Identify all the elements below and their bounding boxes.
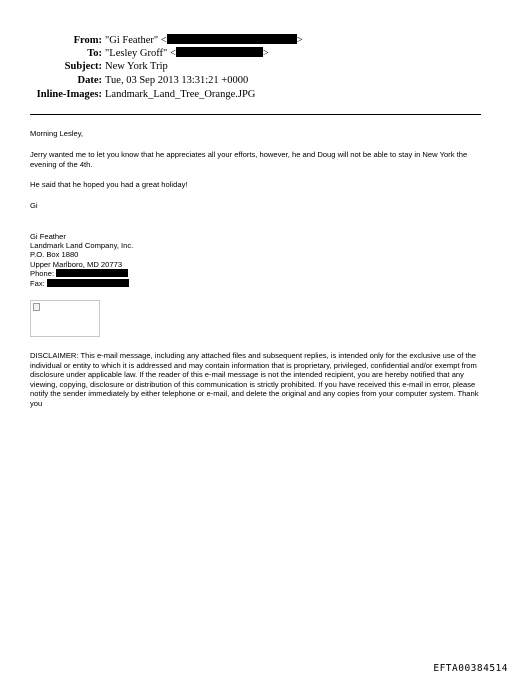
redaction-block xyxy=(56,269,128,277)
city-prefix: Upper Marlboro, xyxy=(30,260,85,269)
body-paragraph-1: Jerry wanted me to let you know that he appreciates all your efforts, however, he and Doug will not be able to stay in New York the evening of the 4th. xyxy=(30,150,468,169)
phone-label: Phone: xyxy=(30,269,55,278)
document-id: EFTA00384514 xyxy=(433,663,508,674)
signature-fax xyxy=(30,279,129,289)
greeting: Morning Lesley, xyxy=(30,129,84,138)
signature-name: Gi Feather xyxy=(30,232,66,241)
body-paragraph-2: He said that he hoped you had a great holiday! xyxy=(30,180,188,189)
date-value: Tue, 03 Sep 2013 13:31:21 +0000 xyxy=(105,75,249,86)
signature-company: Landmark Land Company, Inc. xyxy=(30,241,134,250)
signature-phone xyxy=(30,269,128,279)
broken-image-icon xyxy=(33,303,40,311)
from-suffix: > xyxy=(296,35,303,46)
to-label: To: xyxy=(87,48,102,59)
header-divider xyxy=(30,114,481,115)
disclaimer: DISCLAIMER: This e-mail message, including any attached files and subsequent replies, is intended only for the exclusive use of the individual or entity to which it is addressed and may contain information that is proprietary, privileged, confidential and/or exempt from disclosure under applicable law. If the reader of this e-mail message is not the intended recipient, you are hereby notified that any viewing, copying, disclosure or distribution of this communication is strictly prohibited. If you have received this e-mail in error, please notify the sender immediately by either telephone or e-mail, and delete the original and any copies from your computer system. Thank you xyxy=(30,351,479,408)
broken-image-placeholder xyxy=(30,300,100,337)
date-label: Date: xyxy=(77,75,102,86)
signature-po-box: P.O. Box 1880 xyxy=(30,250,79,259)
redaction-block xyxy=(47,279,129,287)
redaction-block xyxy=(176,47,263,57)
subject-label: Subject: xyxy=(64,61,102,72)
sign-off: Gi xyxy=(30,201,38,210)
to-name: "Lesley Groff" < xyxy=(105,48,176,59)
inline-images-value: Landmark_Land_Tree_Orange.JPG xyxy=(105,89,256,100)
from-name: "Gi Feather" < xyxy=(105,35,167,46)
to-value xyxy=(105,47,269,60)
from-value xyxy=(105,34,303,47)
from-label: From: xyxy=(73,35,102,46)
redaction-block xyxy=(167,34,297,44)
city-suffix: MD 20773 xyxy=(87,260,123,269)
subject-value: New York Trip xyxy=(105,61,168,72)
fax-label: Fax: xyxy=(30,279,45,288)
to-suffix: > xyxy=(262,48,269,59)
inline-images-label: Inline-Images: xyxy=(36,89,102,100)
